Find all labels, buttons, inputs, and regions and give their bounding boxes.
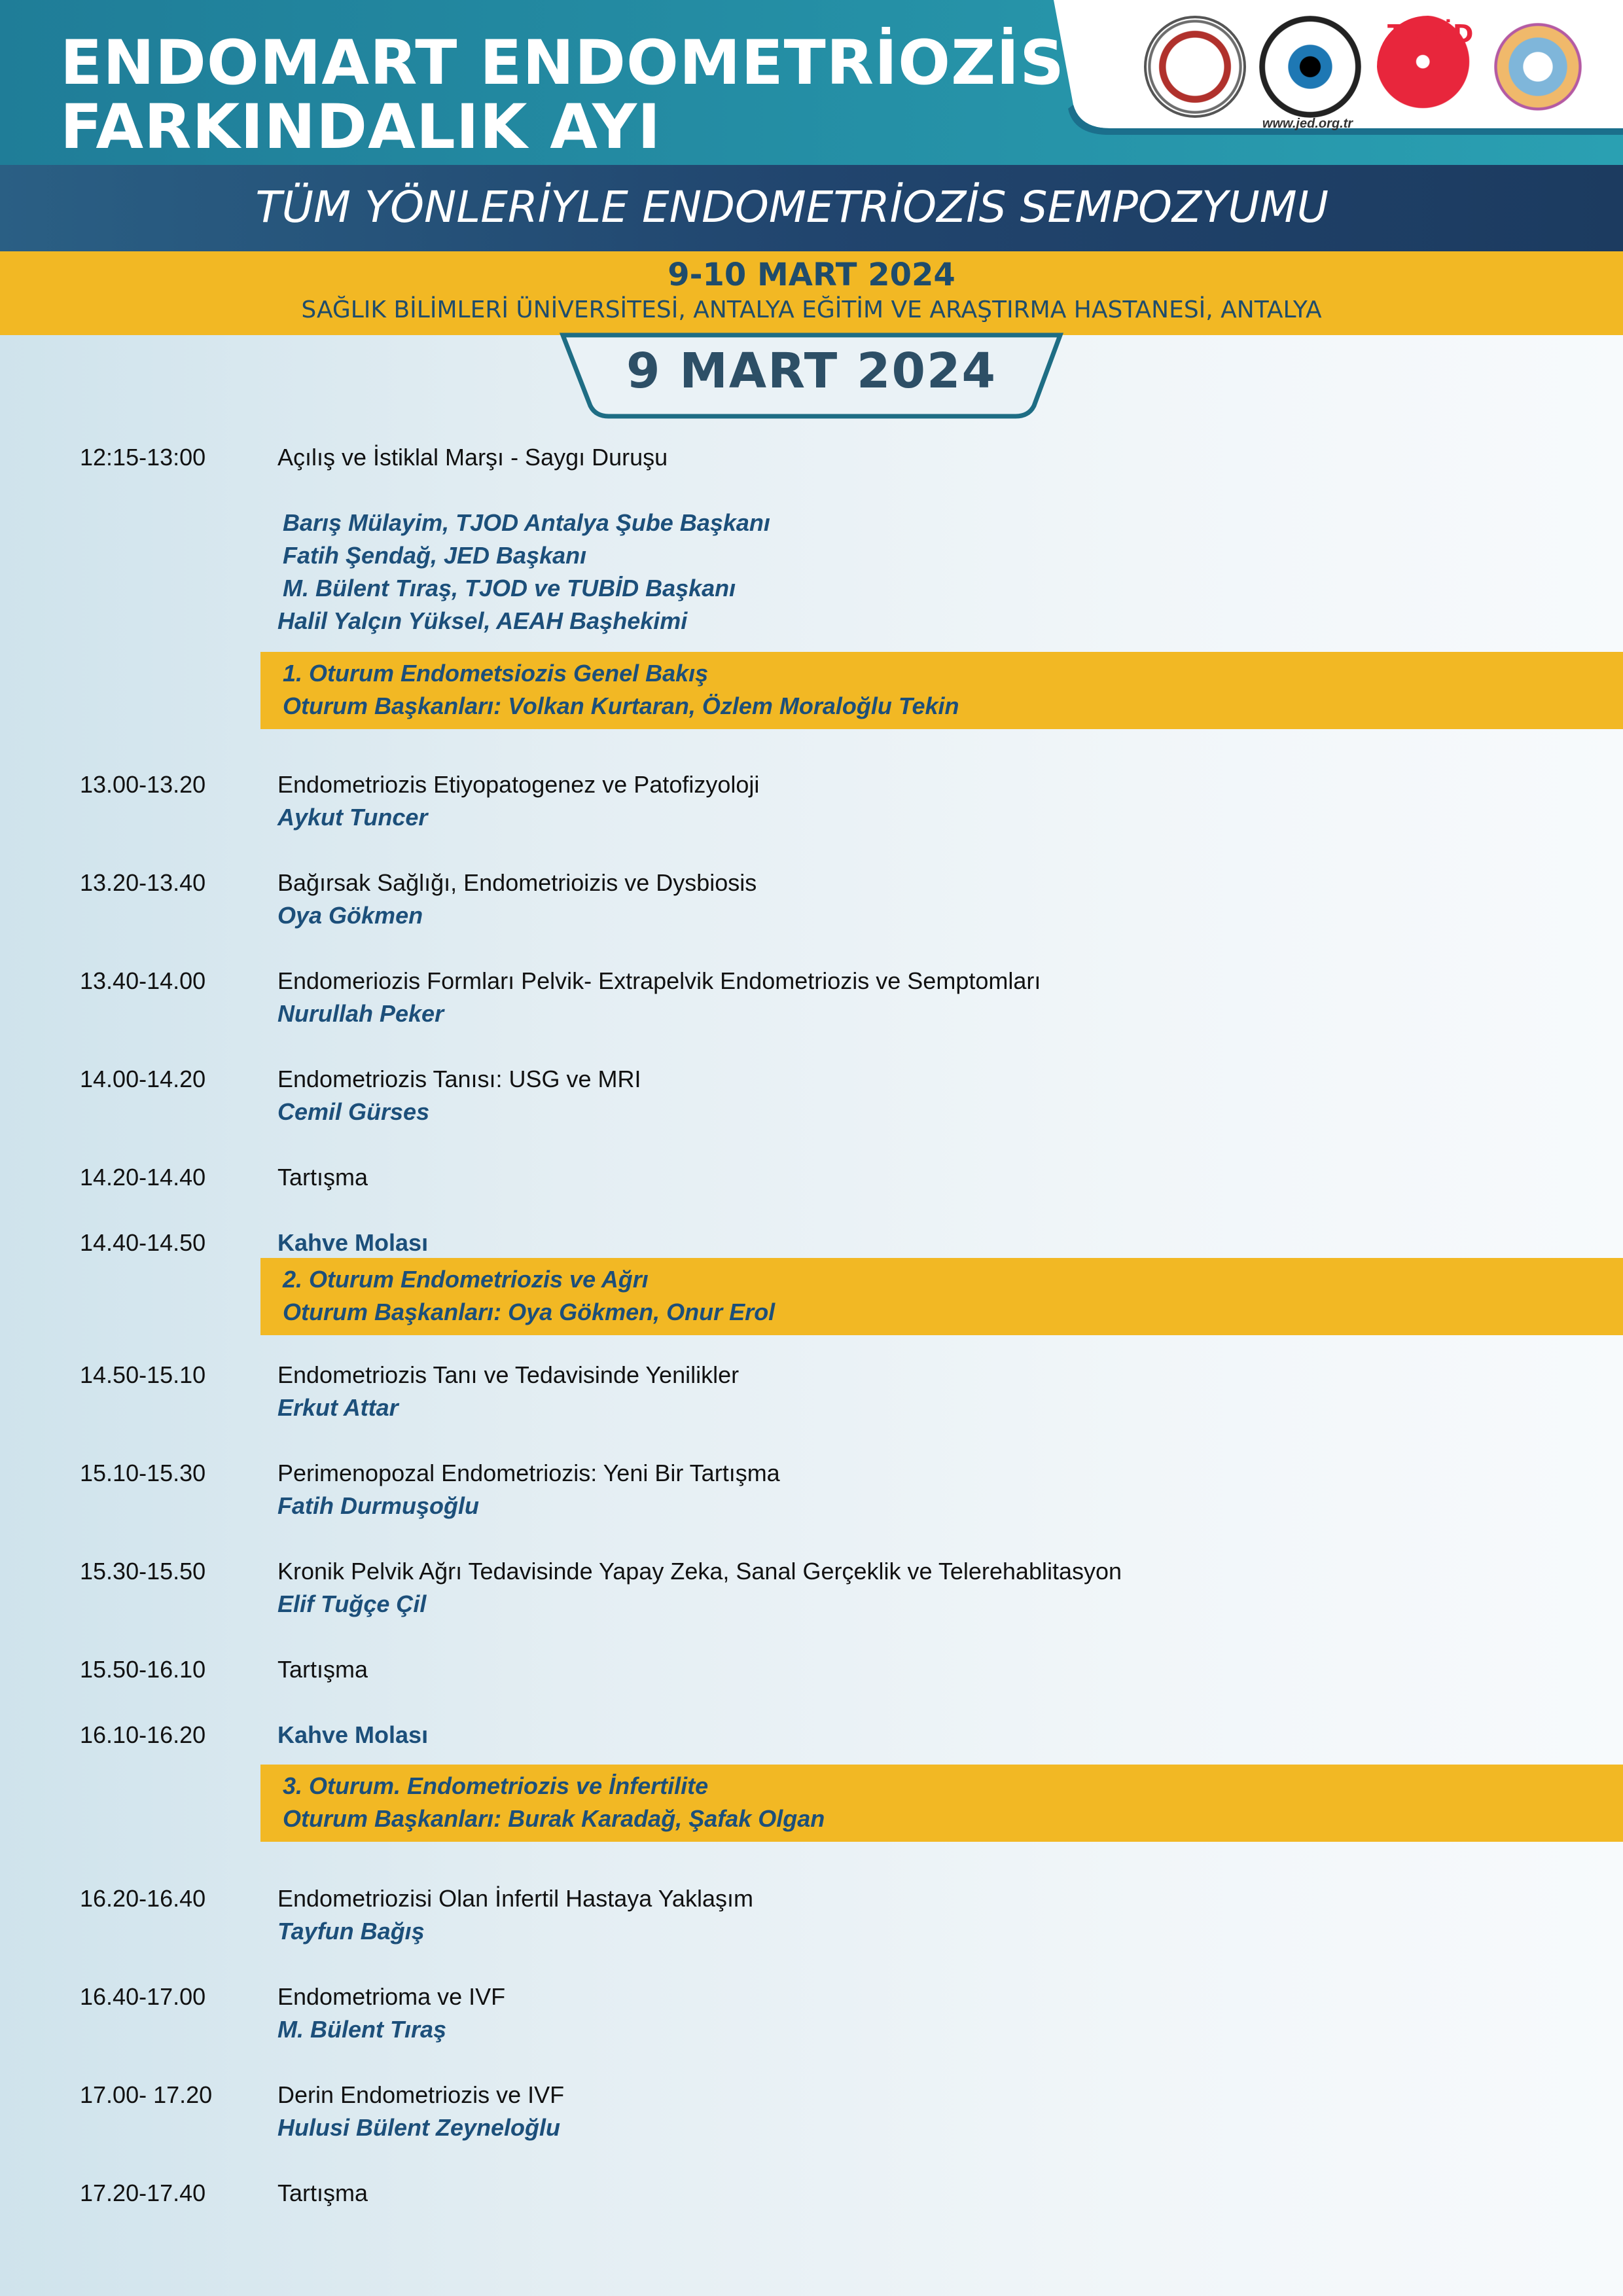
pelvik-agri-logo-icon [1487, 16, 1589, 118]
opening-person: Barış Mülayim, TJOD Antalya Şube Başkanı [283, 509, 770, 536]
opening-person: M. Bülent Tıraş, TJOD ve TUBİD Başkanı [283, 575, 736, 601]
item-title: Kronik Pelvik Ağrı Tedavisinde Yapay Zeka, Sanal Gerçeklik ve Telerehablitasyon [277, 1558, 1122, 1585]
event-venue: SAĞLIK BİLİMLERİ ÜNİVERSİTESİ, ANTALYA EĞİTİM VE ARAŞTIRMA HASTANESİ, ANTALYA [301, 296, 1322, 323]
item-speaker: Nurullah Peker [277, 1000, 444, 1027]
item-time: 17.20-17.40 [80, 2179, 206, 2206]
tjod-logo-icon [1144, 16, 1246, 118]
session-chairs: Oturum Başkanları: Burak Karadağ, Şafak Olgan [283, 1805, 825, 1832]
item-title: Derin Endometriozis ve IVF [277, 2081, 565, 2108]
item-time: 15.10-15.30 [80, 1460, 206, 1486]
item-time: 16.40-17.00 [80, 1983, 206, 2010]
opening-time: 12:15-13:00 [80, 444, 206, 471]
item-title: Perimenopozal Endometriozis: Yeni Bir Tartışma [277, 1460, 780, 1486]
page-header [0, 0, 1623, 399]
opening-title: Açılış ve İstiklal Marşı - Saygı Duruşu [277, 444, 668, 471]
item-title: Tartışma [277, 1656, 368, 1683]
item-time: 16.10-16.20 [80, 1721, 206, 1748]
coffee-break: Kahve Molası [277, 1721, 429, 1748]
item-speaker: Aykut Tuncer [277, 804, 428, 831]
item-speaker: Tayfun Bağış [277, 1918, 425, 1945]
day-label: 9 MART 2024 [626, 343, 997, 399]
opening-person: Halil Yalçın Yüksel, AEAH Başhekimi [277, 607, 688, 634]
session-title: 1. Oturum Endometsiozis Genel Bakış [283, 660, 709, 687]
item-time: 13.40-14.00 [80, 967, 206, 994]
item-time: 15.30-15.50 [80, 1558, 206, 1585]
item-title: Endomeriozis Formları Pelvik- Extrapelvik Endometriozis ve Semptomları [277, 967, 1041, 994]
jed-logo-icon [1259, 16, 1361, 118]
opening-person: Fatih Şendağ, JED Başkanı [283, 542, 587, 569]
session-title: 2. Oturum Endometriozis ve Ağrı [283, 1266, 649, 1293]
event-title-line2: FARKINDALIK AYI [60, 92, 662, 163]
item-speaker: Erkut Attar [277, 1394, 399, 1421]
item-time: 14.40-14.50 [80, 1229, 206, 1256]
tubid-logo-wordmark: TÜBİD [1387, 20, 1474, 48]
item-title: Bağırsak Sağlığı, Endometrioizis ve Dysbiosis [277, 869, 757, 896]
item-title: Endometriozis Etiyopatogenez ve Patofizyoloji [277, 771, 760, 798]
item-speaker: M. Bülent Tıraş [277, 2016, 447, 2043]
item-title: Endometriozis Tanı ve Tedavisinde Yenilikler [277, 1361, 740, 1388]
item-time: 16.20-16.40 [80, 1885, 206, 1912]
item-speaker: Elif Tuğçe Çil [277, 1590, 427, 1617]
jed-website-label: www.jed.org.tr [1262, 117, 1353, 131]
session-chairs: Oturum Başkanları: Oya Gökmen, Onur Erol [283, 1299, 776, 1325]
item-speaker: Oya Gökmen [277, 902, 423, 929]
item-time: 13.00-13.20 [80, 771, 206, 798]
item-title: Endometrioma ve IVF [277, 1983, 506, 2010]
event-dates: 9-10 MART 2024 [668, 257, 955, 293]
item-title: Endometriozisi Olan İnfertil Hastaya Yaklaşım [277, 1885, 753, 1912]
item-time: 15.50-16.10 [80, 1656, 206, 1683]
item-time: 14.00-14.20 [80, 1066, 206, 1092]
session-title: 3. Oturum. Endometriozis ve İnfertilite [283, 1772, 709, 1799]
session-chairs: Oturum Başkanları: Volkan Kurtaran, Özlem Moraloğlu Tekin [283, 692, 959, 719]
coffee-break: Kahve Molası [277, 1229, 429, 1256]
item-title: Endometriozis Tanısı: USG ve MRI [277, 1066, 641, 1092]
item-title: Tartışma [277, 1164, 368, 1191]
item-title: Tartışma [277, 2179, 368, 2206]
item-speaker: Hulusi Bülent Zeyneloğlu [277, 2114, 561, 2141]
item-speaker: Fatih Durmuşoğlu [277, 1492, 479, 1519]
item-time: 14.20-14.40 [80, 1164, 206, 1191]
item-time: 17.00- 17.20 [80, 2081, 213, 2108]
item-speaker: Cemil Gürses [277, 1098, 430, 1125]
symposium-subtitle: TÜM YÖNLERİYLE ENDOMETRİOZİS SEMPOZYUMU [255, 182, 1329, 232]
item-time: 14.50-15.10 [80, 1361, 206, 1388]
item-time: 13.20-13.40 [80, 869, 206, 896]
event-title-line1: ENDOMART ENDOMETRİOZİS [60, 27, 1065, 99]
